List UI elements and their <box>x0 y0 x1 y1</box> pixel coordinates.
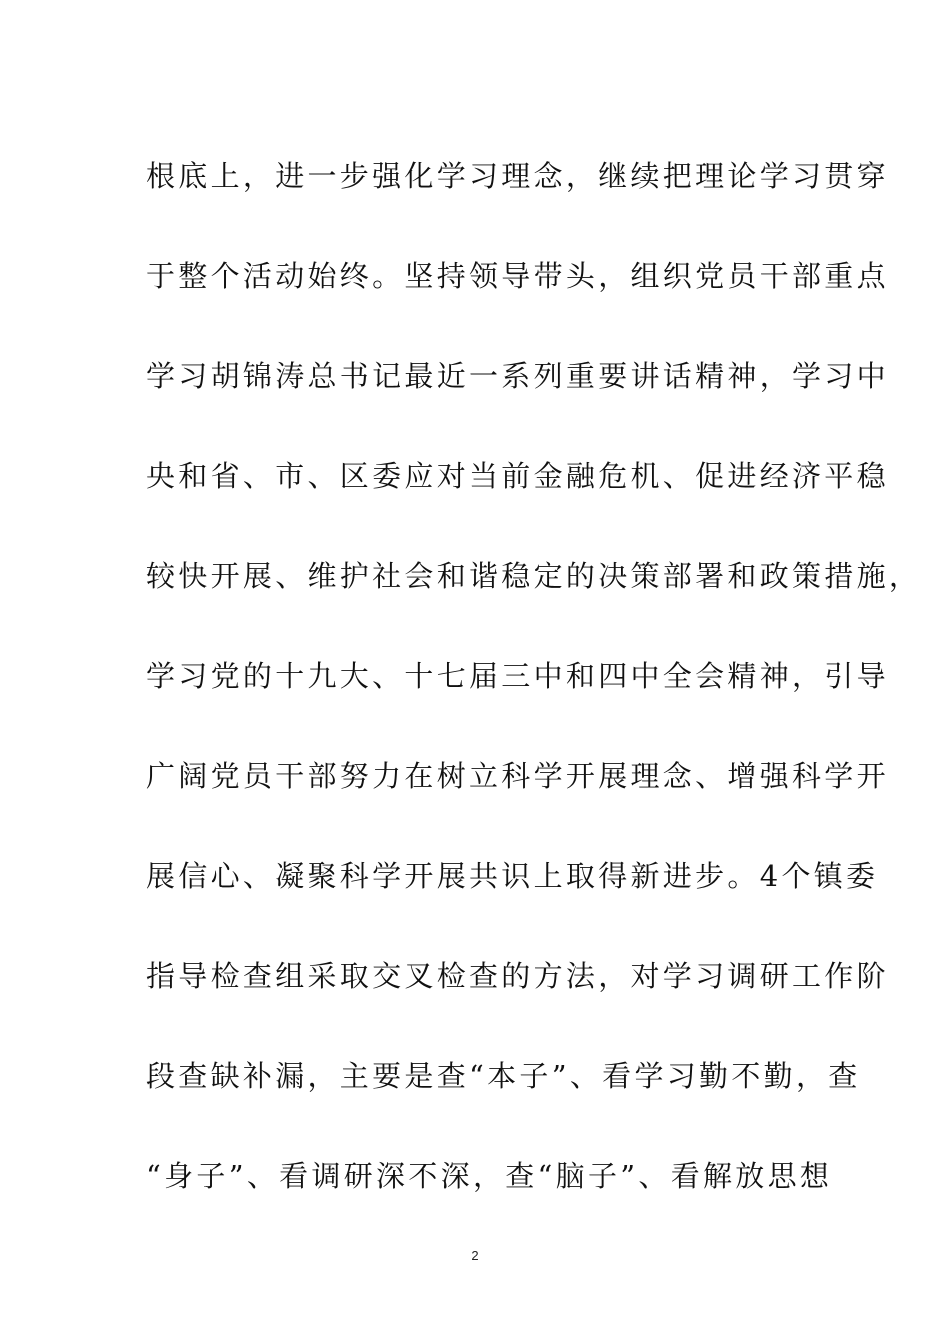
text-line: “身子”、看调研深不深，查“脑子”、看解放思想 <box>146 1159 833 1193</box>
body-text <box>146 126 922 1226</box>
text-line: 央和省、市、区委应对当前金融危机、促进经济平稳 <box>146 459 889 493</box>
text-line: 根底上，进一步强化学习理念，继续把理论学习贯穿 <box>146 159 889 193</box>
text-line: 学习胡锦涛总书记最近一系列重要讲话精神，学习中 <box>146 359 889 393</box>
text-line: 于整个活动始终。坚持领导带头，组织党员干部重点 <box>146 259 889 293</box>
text-line: 广阔党员干部努力在树立科学开展理念、增强科学开 <box>146 759 889 793</box>
text-line: 学习党的十九大、十七届三中和四中全会精神，引导 <box>146 659 889 693</box>
text-line: 指导检查组采取交叉检查的方法，对学习调研工作阶 <box>146 959 889 993</box>
text-line: 展信心、凝聚科学开展共识上取得新进步。4个镇委 <box>146 859 879 893</box>
text-line: 段查缺补漏，主要是查“本子”、看学习勤不勤，查 <box>146 1059 861 1093</box>
page-number: 2 <box>471 1248 479 1263</box>
text-line: 较快开展、维护社会和谐稳定的决策部署和政策措施， <box>146 559 922 593</box>
